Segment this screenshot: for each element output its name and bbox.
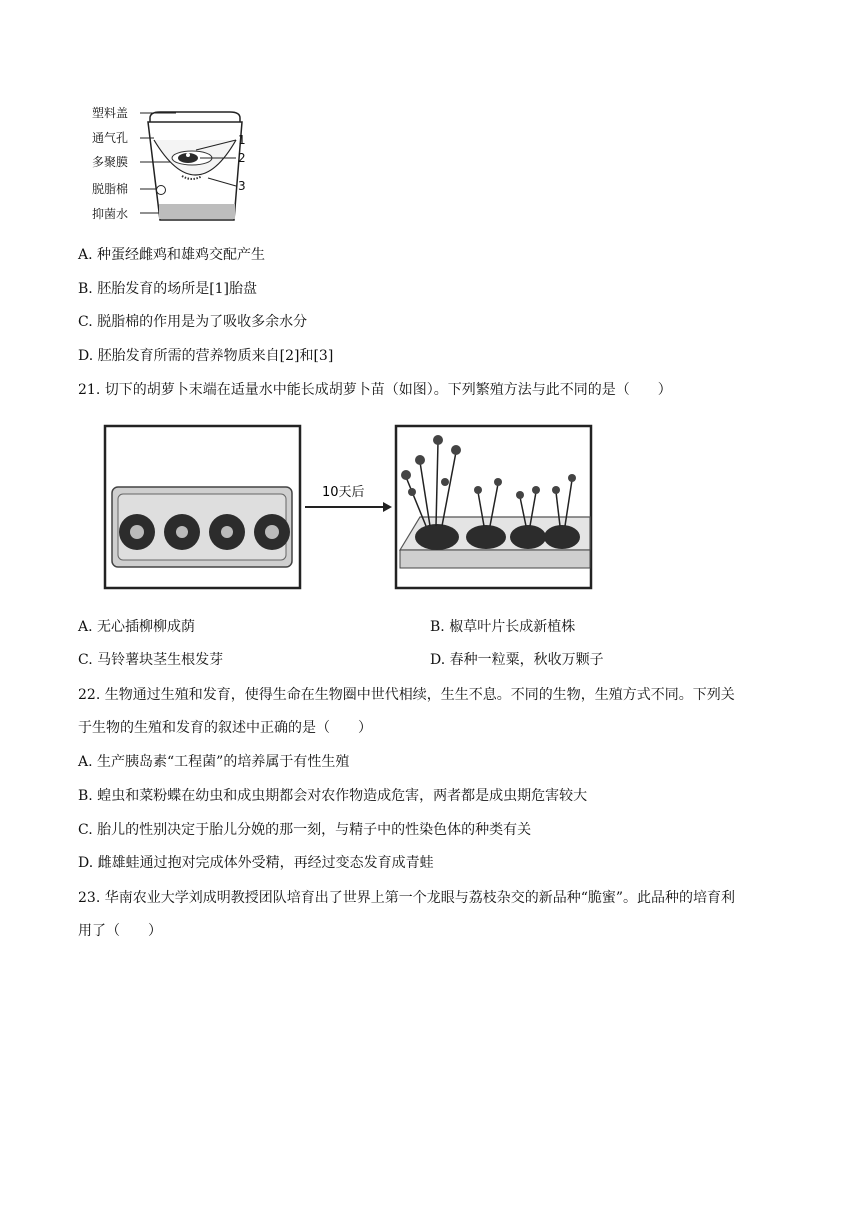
carrot-figure [100, 422, 595, 594]
q20-option-d: D. 胚胎发育所需的营养物质来自[2]和[3] [78, 348, 334, 364]
carrot-slices-after [415, 524, 580, 550]
q23-stem-line2: 用了（ ） [78, 923, 162, 939]
q22-option-d: D. 雌雄蛙通过抱对完成体外受精，再经过变态发育成青蛙 [78, 855, 434, 871]
label-num-1: 1 [238, 133, 246, 147]
q20-option-c: C. 脱脂棉的作用是为了吸收多余水分 [78, 314, 308, 330]
q22-stem-line1: 22. 生物通过生殖和发育，使得生命在生物圈中世代相续，生生不息。不同的生物，生殖方式不同。下列关 [78, 687, 735, 703]
label-cotton: 脱脂棉 [92, 182, 129, 196]
label-num-3: 3 [238, 179, 246, 193]
incubator-figure [88, 100, 258, 225]
label-antibacterial-water: 抑菌水 [92, 207, 129, 221]
q21-option-c: C. 马铃薯块茎生根发芽 [78, 652, 224, 668]
q23-stem-line1: 23. 华南农业大学刘成明教授团队培育出了世界上第一个龙眼与荔枝杂交的新品种“脆蜜”。此品种的培育利 [78, 890, 736, 906]
label-polymer-film: 多聚膜 [92, 155, 129, 169]
q21-option-b: B. 椒草叶片长成新植株 [430, 619, 576, 635]
label-plastic-lid: 塑料盖 [92, 106, 129, 120]
label-vent-hole: 通气孔 [92, 131, 129, 145]
q21-option-a: A. 无心插柳柳成荫 [78, 619, 196, 635]
q21-option-d: D. 春种一粒粟，秋收万颗子 [430, 652, 604, 668]
q22-option-b: B. 蝗虫和菜粉蝶在幼虫和成虫期都会对农作物造成危害，两者都是成虫期危害较大 [78, 788, 588, 804]
label-num-2: 2 [238, 151, 246, 165]
q20-option-a: A. 种蛋经雌鸡和雄鸡交配产生 [78, 247, 266, 263]
q22-stem-line2: 于生物的生殖和发育的叙述中正确的是（ ） [78, 720, 372, 736]
q22-option-a: A. 生产胰岛素“工程菌”的培养属于有性生殖 [78, 754, 350, 770]
q20-option-b: B. 胚胎发育的场所是[1]胎盘 [78, 281, 258, 297]
q22-option-c: C. 胎儿的性别决定于胎儿分娩的那一刻，与精子中的性染色体的种类有关 [78, 822, 532, 838]
arrow-label: 10天后 [322, 485, 365, 500]
q21-stem: 21. 切下的胡萝卜末端在适量水中能长成胡萝卜苗（如图）。下列繁殖方法与此不同的是（ ） [78, 382, 672, 398]
